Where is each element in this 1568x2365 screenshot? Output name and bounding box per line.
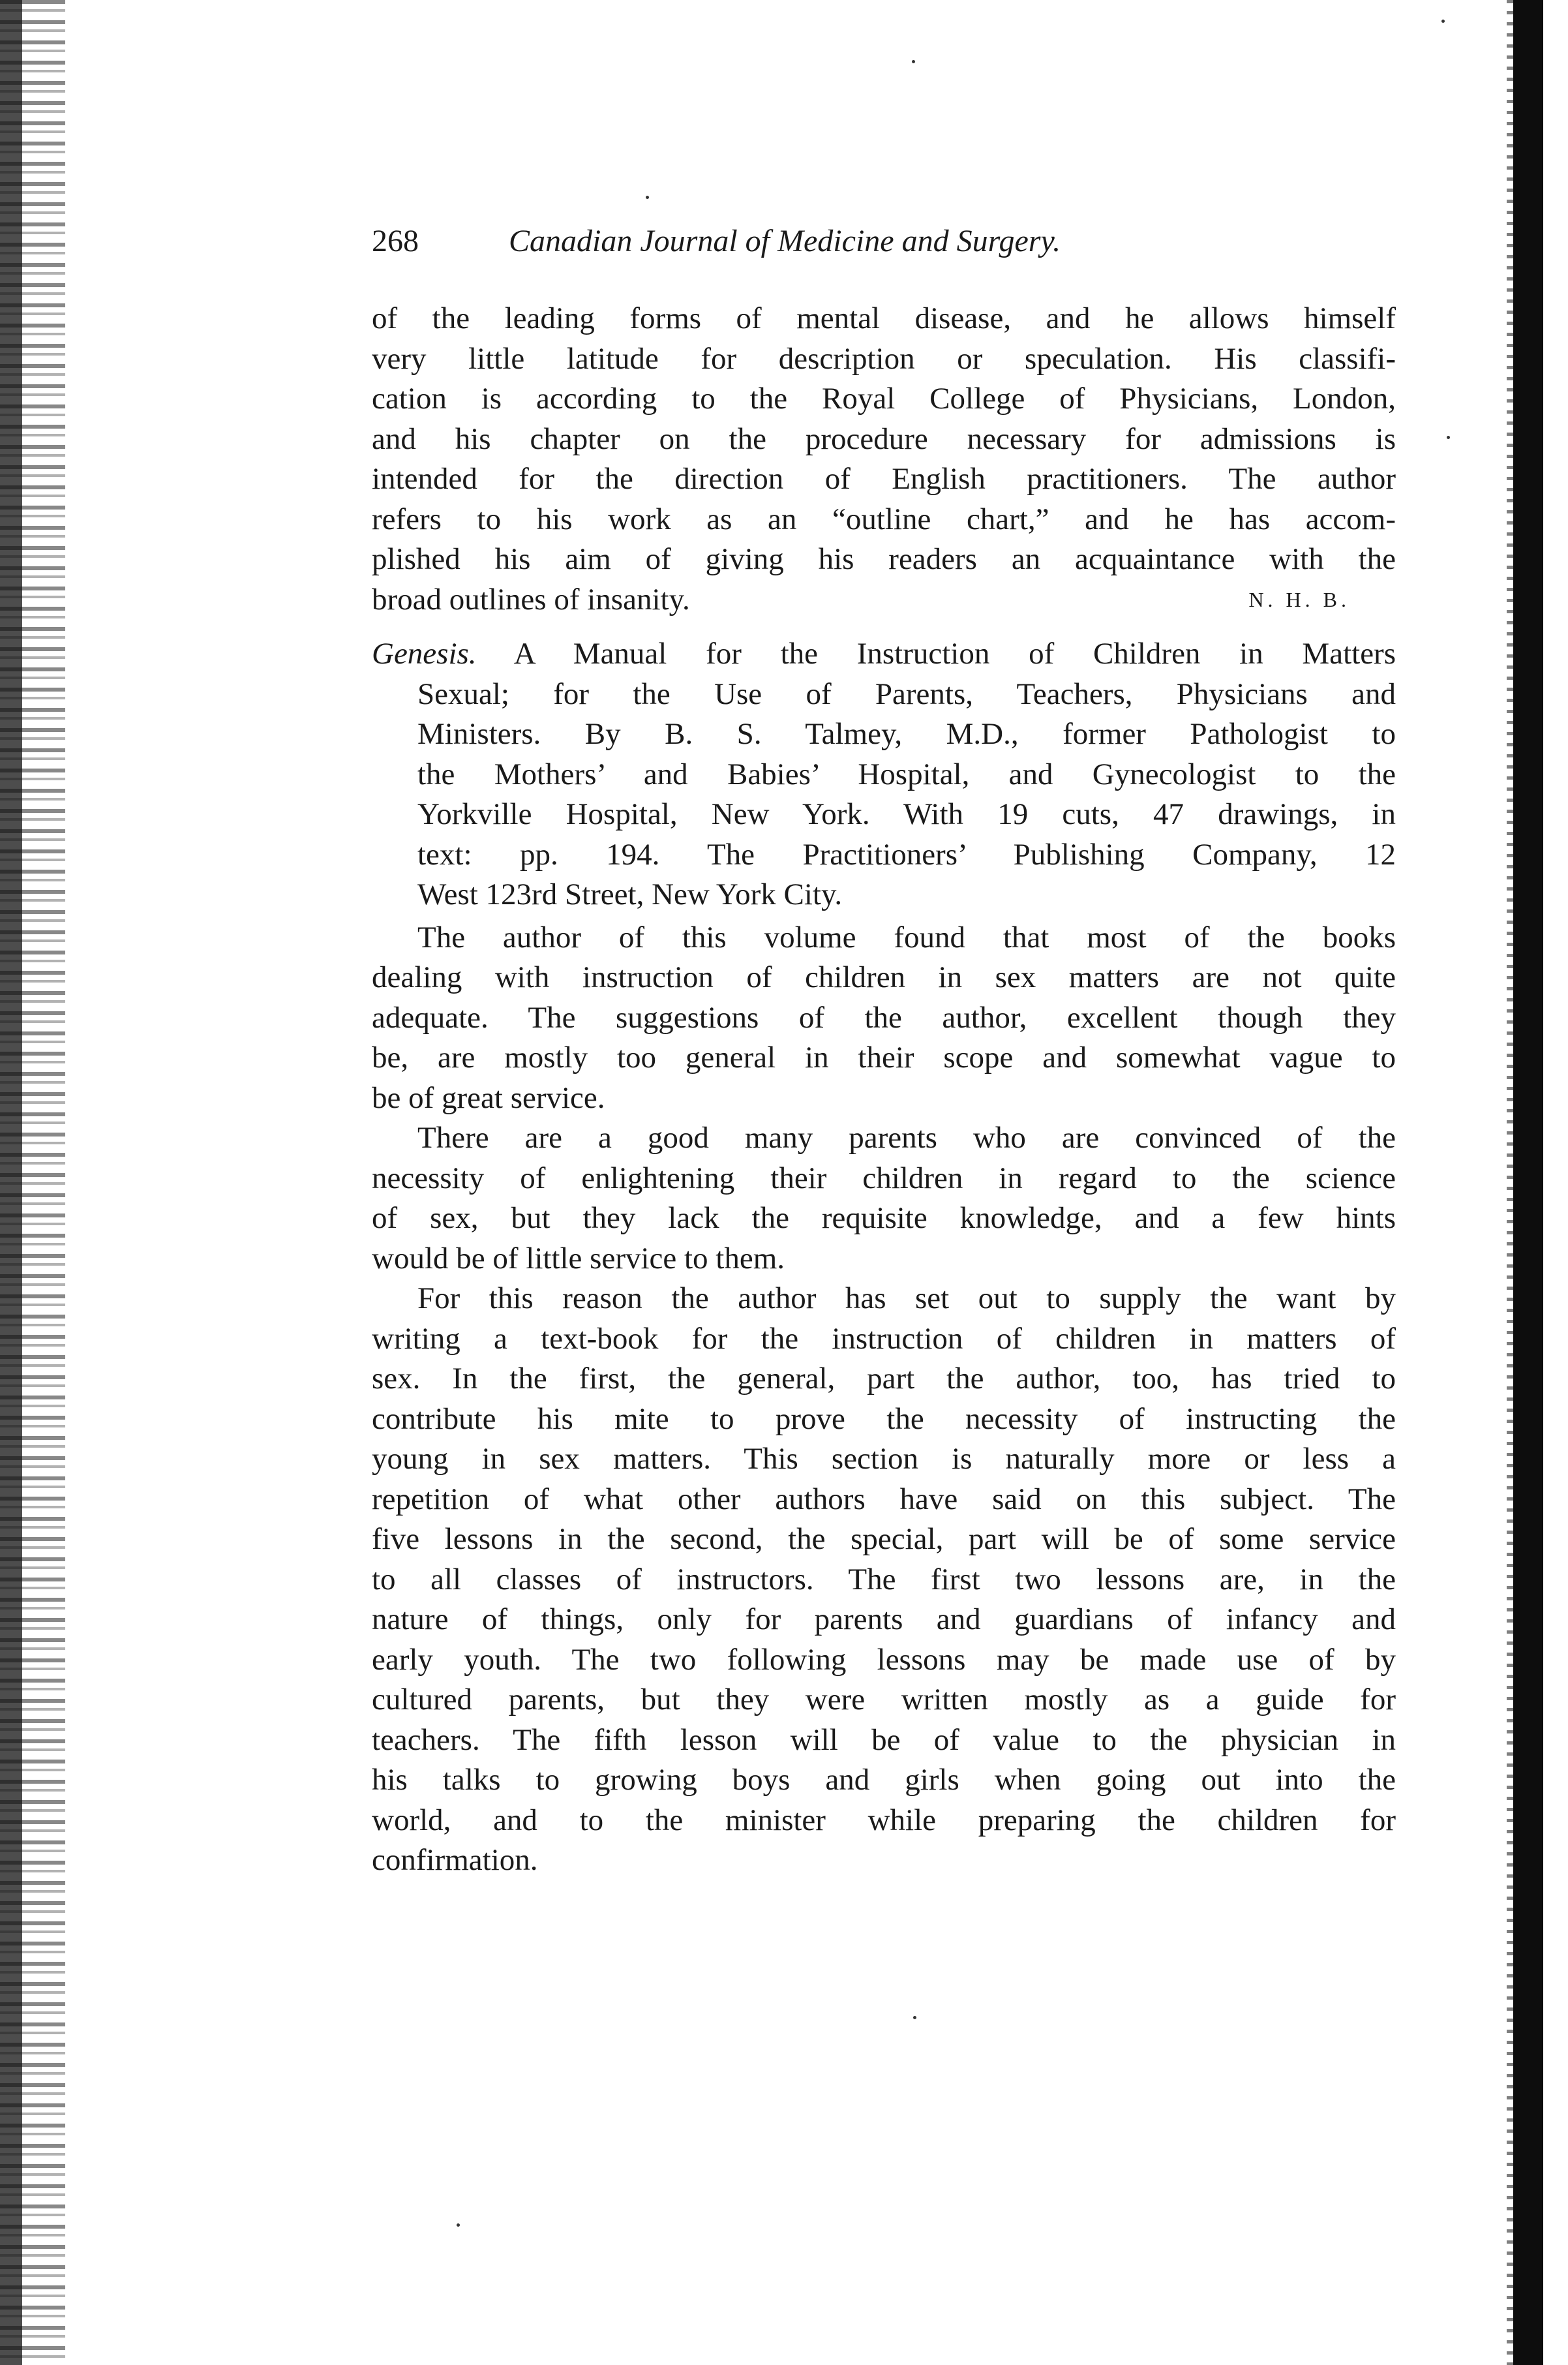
scan-speck <box>457 2223 460 2227</box>
text-line: text: pp. 194. The Practitioners’ Publishing Company, 12 <box>417 837 1396 872</box>
text-line: very little latitude for description or speculation. His classifi- <box>372 341 1396 376</box>
text-line: Sexual; for the Use of Parents, Teachers, Physicians and <box>417 677 1396 711</box>
text-line: nature of things, only for parents and guardians of infancy and <box>372 1602 1396 1636</box>
text-line: of the leading forms of mental disease, and he allows himself <box>372 301 1396 335</box>
text-line: sex. In the first, the general, part the author, too, has tried to <box>372 1362 1396 1396</box>
text-line: dealing with instruction of children in sex matters are not quite <box>372 960 1396 994</box>
text-line: repetition of what other authors have said on this subject. The <box>372 1482 1396 1516</box>
previous-review <box>372 299 1396 620</box>
text-line: intended for the direction of English practitioners. The author <box>372 462 1396 496</box>
book-subtitle: A Manual for the Instruction of Children in Matters <box>513 637 1396 671</box>
scan-right-edge <box>1513 0 1543 2365</box>
book-title: Genesis. <box>372 637 477 671</box>
book-entry-first-line <box>372 634 1396 675</box>
text-line: plished his aim of giving his readers an acquaintance with the <box>372 542 1396 576</box>
text-line: refers to his work as an “outline chart,” and he has accom- <box>372 502 1396 536</box>
scan-edge-fringe <box>1507 0 1513 2365</box>
text-line: There are a good many parents who are convinced of the <box>417 1121 1396 1155</box>
text-line: young in sex matters. This section is naturally more or less a <box>372 1442 1396 1476</box>
scan-binding-edge <box>0 0 22 2365</box>
journal-title: Canadian Journal of Medicine and Surgery. <box>509 224 1061 258</box>
page-number: 268 <box>372 224 419 258</box>
text-line: writing a text-book for the instruction of children in matters of <box>372 1321 1396 1356</box>
text-line: cation is according to the Royal College of Physicians, London, <box>372 382 1396 416</box>
text-line: to all classes of instructors. The first two lessons are, in the <box>372 1562 1396 1596</box>
text-line: Yorkville Hospital, New York. With 19 cuts, 47 drawings, in <box>417 797 1396 831</box>
running-head <box>372 222 1396 261</box>
text-line: The author of this volume found that most of the books <box>417 920 1396 954</box>
scan-speck <box>912 60 915 63</box>
text-line: contribute his mite to prove the necessity of instructing the <box>372 1401 1396 1436</box>
book-entry <box>372 634 1396 915</box>
scan-speck <box>1447 436 1450 439</box>
text-line: West 123rd Street, New York City. <box>417 877 843 911</box>
text-line: Ministers. By B. S. Talmey, M.D., former Pathologist to <box>417 717 1396 751</box>
text-line: For this reason the author has set out to supply the want by <box>417 1281 1396 1315</box>
scan-speck <box>1441 20 1445 23</box>
text-line: cultured parents, but they were written mostly as a guide for <box>372 1683 1396 1717</box>
page-content <box>372 222 1396 1881</box>
text-line: and his chapter on the procedure necessary for admissions is <box>372 421 1396 456</box>
text-line: be, are mostly too general in their scope and somewhat vague to <box>372 1041 1396 1075</box>
text-line: teachers. The fifth lesson will be of value to the physician in <box>372 1722 1396 1757</box>
reviewer-initials: N. H. B. <box>1248 587 1350 611</box>
text-line: broad outlines of insanity. <box>372 582 690 617</box>
text-line: adequate. The suggestions of the author, excellent though they <box>372 1000 1396 1035</box>
text-line: world, and to the minister while preparing the children for <box>372 1803 1396 1837</box>
review-signoff <box>372 580 1396 620</box>
scan-speck <box>646 196 649 199</box>
review-paragraph <box>372 1118 1396 1279</box>
text-line: the Mothers’ and Babies’ Hospital, and Gynecologist to the <box>417 757 1396 791</box>
text-line: confirmation. <box>372 1843 538 1877</box>
text-line: necessity of enlightening their children in regard to the science <box>372 1161 1396 1195</box>
text-line: early youth. The two following lessons may be made use of by <box>372 1642 1396 1677</box>
scan-speck <box>913 2016 916 2019</box>
text-line: be of great service. <box>372 1080 605 1115</box>
review-paragraph <box>372 1279 1396 1881</box>
text-line: his talks to growing boys and girls when going out into the <box>372 1763 1396 1797</box>
review-paragraph <box>372 918 1396 1119</box>
text-line: five lessons in the second, the special, part will be of some service <box>372 1522 1396 1556</box>
text-line: would be of little service to them. <box>372 1241 785 1275</box>
text-line: of sex, but they lack the requisite knowledge, and a few hints <box>372 1201 1396 1235</box>
